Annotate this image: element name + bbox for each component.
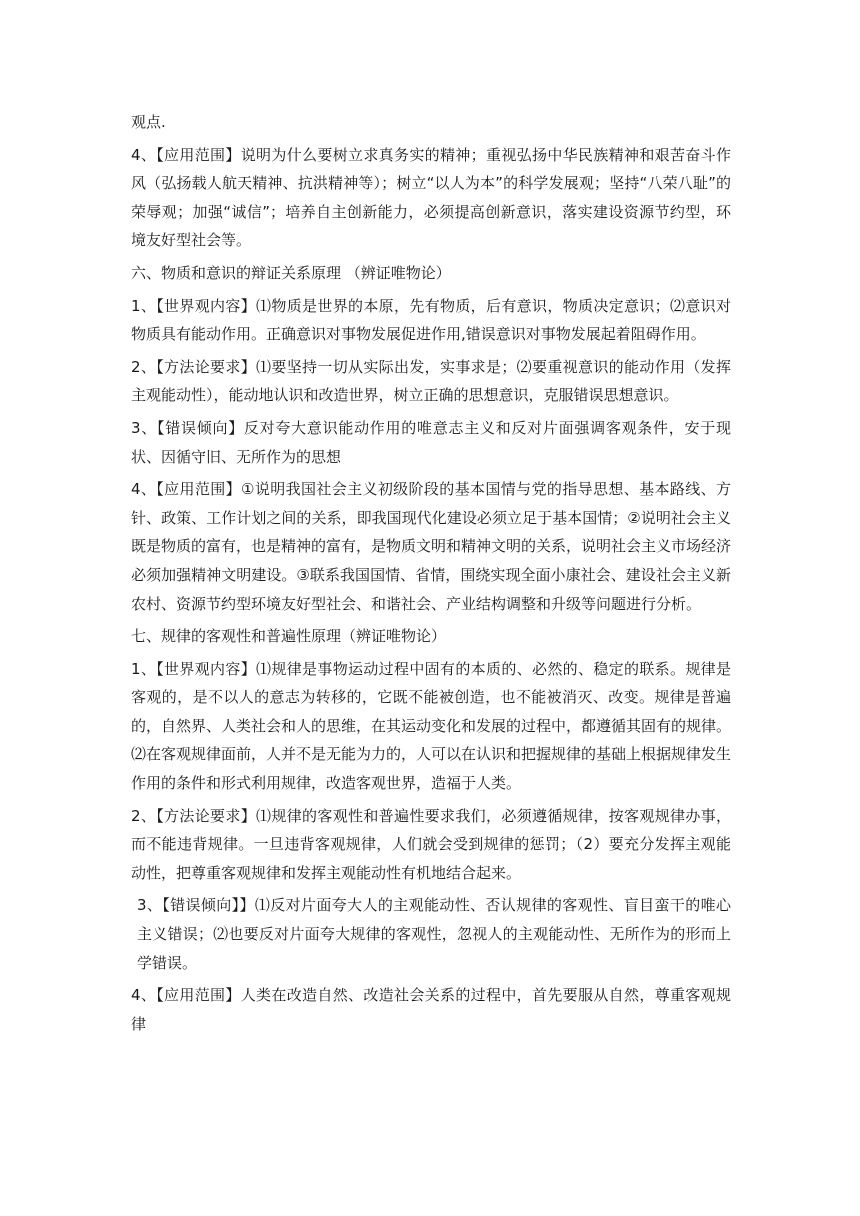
paragraph-worldview-6: 1、【世界观内容】⑴物质是世界的本原，先有物质，后有意识，物质决定意识；⑵意识对物质具有能动作用。正确意识对事物发展促进作用,错误意识对事物发展起着阻碍作用。 — [131, 296, 731, 344]
paragraph-errors-7: 3、【错误倾向】】⑴反对片面夸大人的主观能动性、否认规律的客观性、盲目蛮干的唯心主义错误；⑵也要反对片面夸大规律的客观性，忽视人的主观能动性、无所作为的形而上学错误。 — [137, 896, 731, 972]
section-heading-7: 七、规律的客观性和普遍性原理（辨证唯物论） — [131, 627, 447, 646]
section-heading-6: 六、物质和意识的辩证关系原理 （辨证唯物论） — [131, 263, 451, 282]
paragraph-application-scope-5: 4、【应用范围】说明为什么要树立求真务实的精神；重视弘扬中华民族精神和艰苦奋斗作风（弘扬载人航天精神、抗洪精神等）；树立“以人为本”的科学发展观；坚持“八荣八耻”的荣辱观；加强“诚信”；培养自主创新能力，必须提高创新意识，落实建设资源节约型，环境友好型社会等。 — [131, 145, 731, 250]
paragraph-errors-6: 3、【错误倾向】反对夸大意识能动作用的唯意志主义和反对片面强调客观条件，安于现状、因循守旧、无所作为的思想 — [131, 418, 731, 466]
document-body — [131, 108, 731, 1042]
paragraph-continuation: 观点. — [131, 113, 166, 131]
paragraph-methodology-6: 2、【方法论要求】⑴要坚持一切从实际出发，实事求是；⑵要重视意识的能动作用（发挥主观能动性），能动地认识和改造世界，树立正确的思想意识，克服错误思想意识。 — [131, 357, 731, 405]
paragraph-application-scope-6: 4、【应用范围】①说明我国社会主义初级阶段的基本国情与党的指导思想、基本路线、方针、政策、工作计划之间的关系，即我国现代化建设必须立足于基本国情；②说明社会主义既是物质的富有，也是精神的富有，是物质文明和精神文明的关系，说明社会主义市场经济必须加强精神文明建设。③联系我国国情、省情，围绕实现全面小康社会、建设社会主义新农村、资源节约型环境友好型社会、和谐社会、产业结构调整和升级等问题进行分析。 — [131, 480, 732, 613]
paragraph-methodology-7: 2、【方法论要求】⑴规律的客观性和普遍性要求我们，必须遵循规律，按客观规律办事，而不能违背规律。一旦违背客观规律，人们就会受到规律的惩罚；（2）要充分发挥主观能动性，把尊重客观规律和发挥主观能动性有机地结合起来。 — [131, 806, 731, 882]
paragraph-worldview-7: 1、【世界观内容】⑴规律是事物运动过程中固有的本质的、必然的、稳定的联系。规律是客观的，是不以人的意志为转移的，它既不能被创造，也不能被消灭、改变。规律是普遍的，自然界、人类社会和人的思维，在其运动变化和发展的过程中，都遵循其固有的规律。⑵在客观规律面前，人并不是无能为力的，人可以在认识和把握规律的基础上根据规律发生作用的条件和形式利用规律，改造客观世界，造福于人类。 — [131, 659, 732, 793]
paragraph-application-scope-7: 4、【应用范围】人类在改造自然、改造社会关系的过程中，首先要服从自然，尊重客观规律 — [131, 986, 731, 1033]
